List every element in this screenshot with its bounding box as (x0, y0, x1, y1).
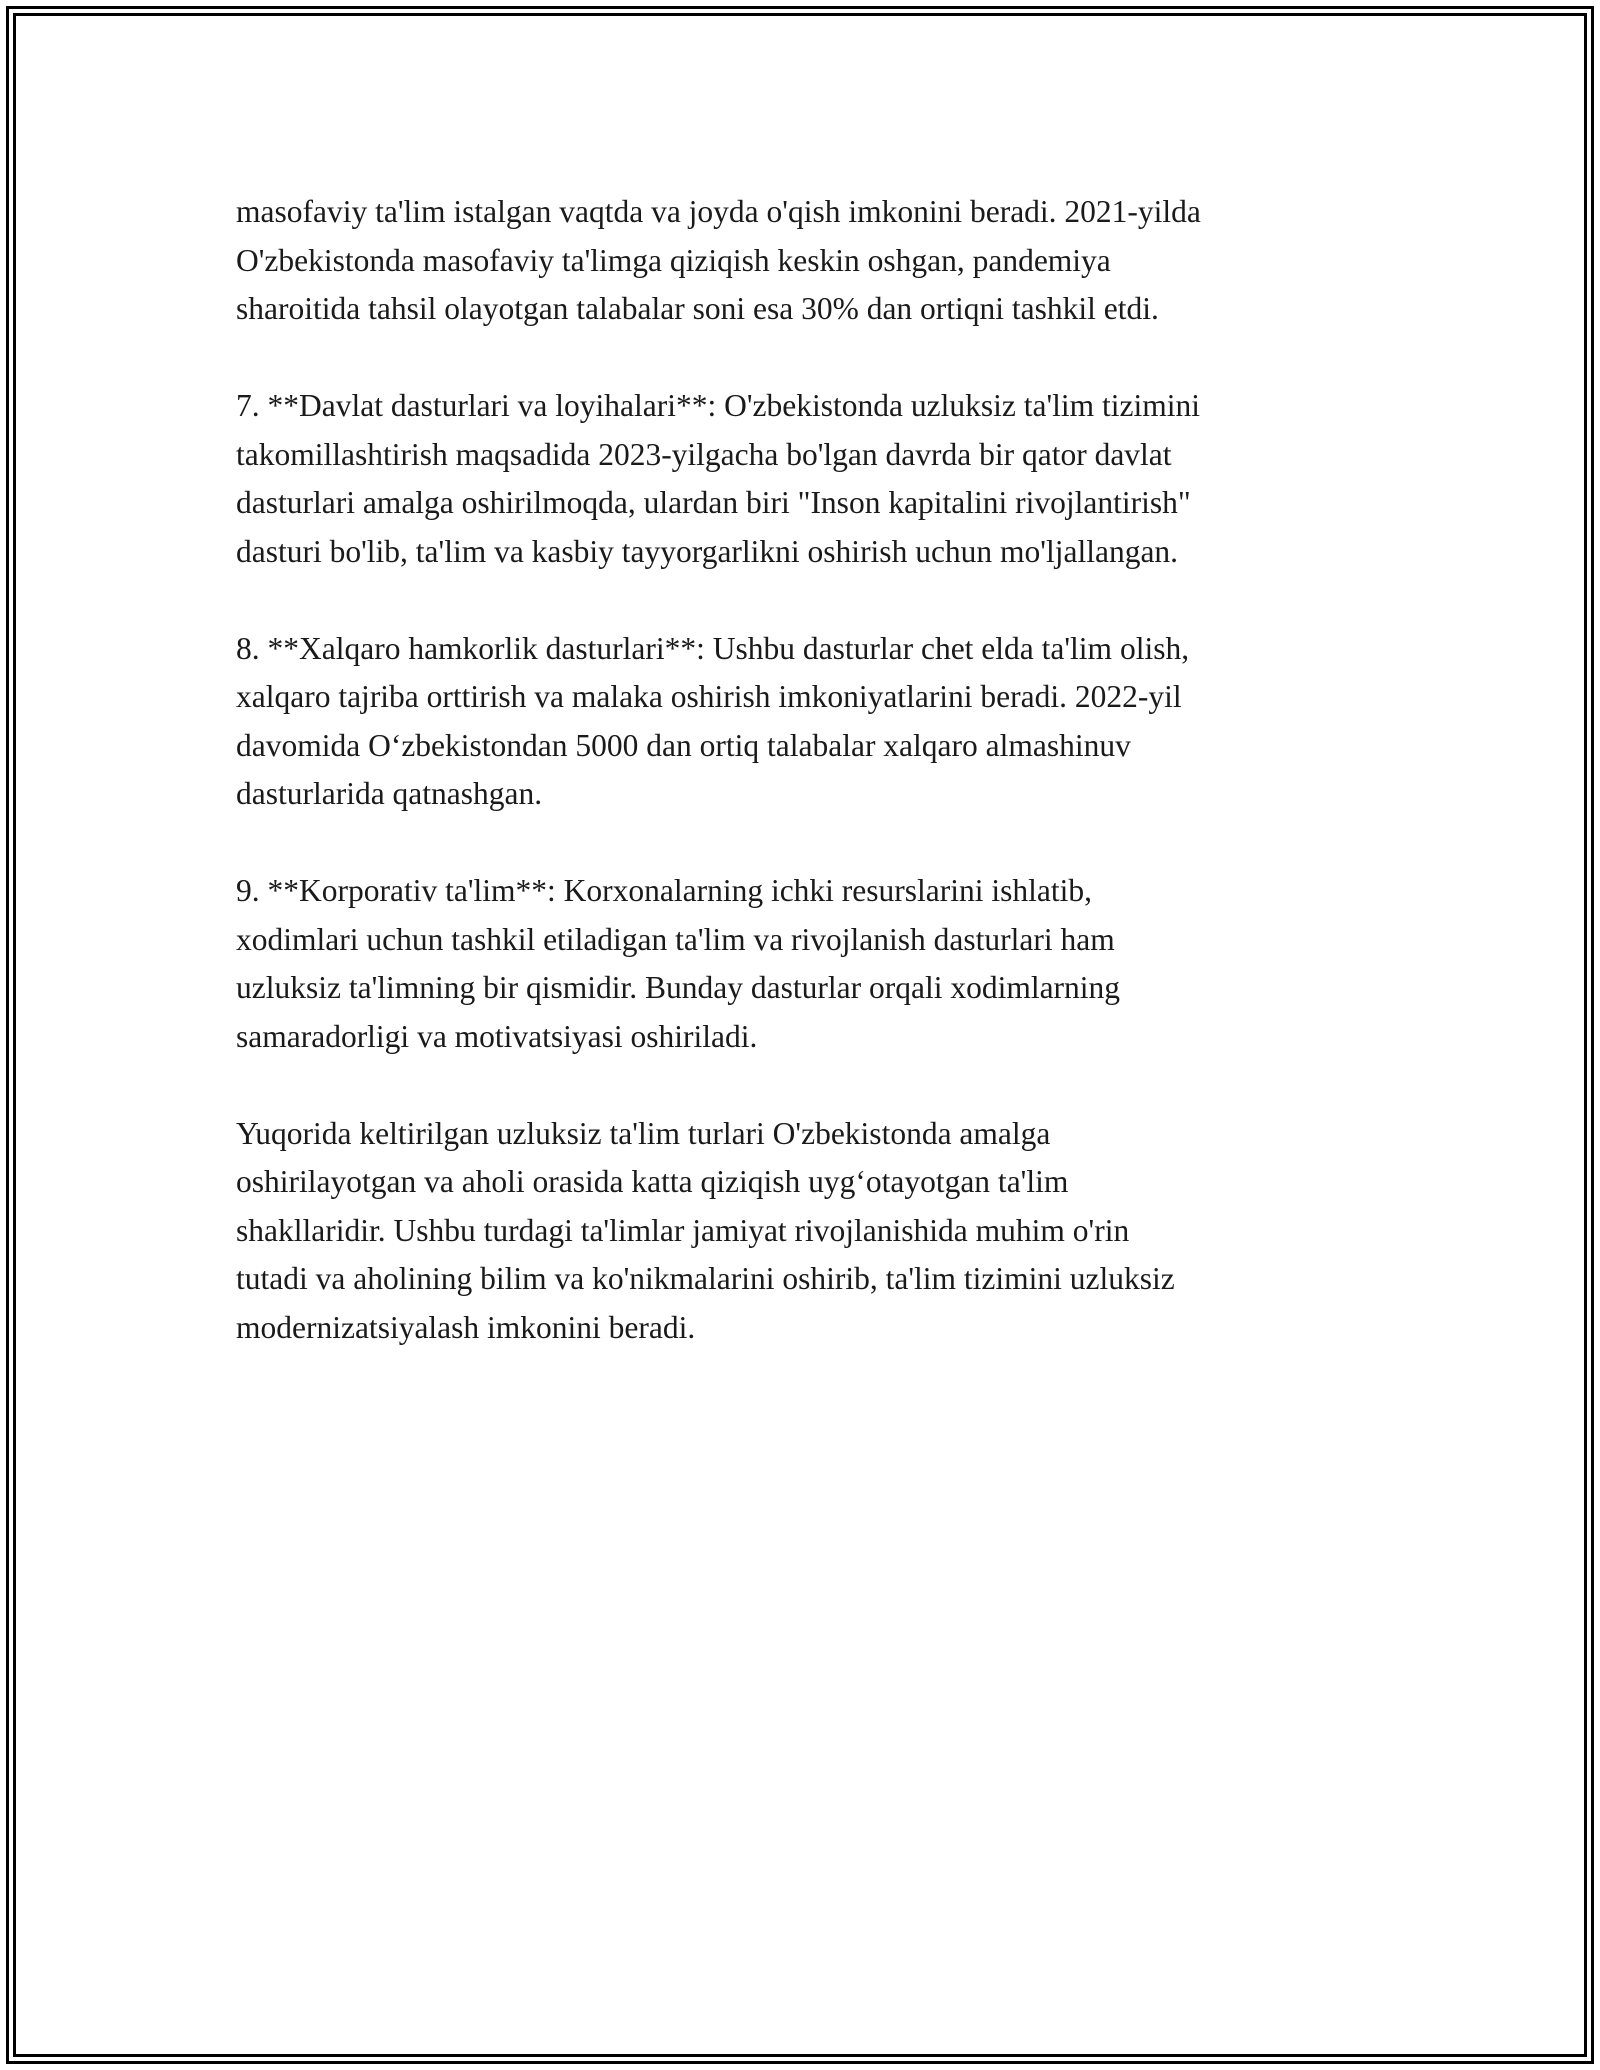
text-line: 7. **Davlat dasturlari va loyihalari**: O'zbekistonda uzluksiz ta'lim tizimini (236, 388, 1200, 423)
paragraph-conclusion (236, 1110, 1386, 1353)
text-line: xalqaro tajriba orttirish va malaka oshirish imkoniyatlarini beradi. 2022-yil (236, 679, 1182, 714)
text-line: oshirilayotgan va aholi orasida katta qiziqish uyg‘otayotgan ta'lim (236, 1164, 1069, 1199)
text-line: davomida O‘zbekistondan 5000 dan ortiq talabalar xalqaro almashinuv (236, 727, 1131, 763)
text-line: dasturlari amalga oshirilmoqda, ulardan biri "Inson kapitalini rivojlantirish" (236, 485, 1191, 520)
text-line: sharoitida tahsil olayotgan talabalar soni esa 30% dan ortiqni tashkil etdi. (236, 291, 1159, 326)
paragraph-remote-learning (236, 188, 1386, 334)
text-line: uzluksiz ta'limning bir qismidir. Bunday dasturlar orqali xodimlarning (236, 970, 1121, 1005)
text-line: shakllaridir. Ushbu turdagi ta'limlar jamiyat rivojlanishida muhim o'rin (236, 1212, 1130, 1248)
text-line: masofaviy ta'lim istalgan vaqtda va joyda o'qish imkonini beradi. 2021-yilda (236, 194, 1201, 229)
text-line: dasturlarida qatnashgan. (236, 776, 543, 811)
text-line: modernizatsiyalash imkonini beradi. (236, 1309, 696, 1345)
document-body (236, 188, 1386, 1401)
text-line: O'zbekistonda masofaviy ta'limga qiziqish keskin oshgan, pandemiya (236, 242, 1111, 278)
text-line: takomillashtirish maqsadida 2023-yilgacha bo'lgan davrda bir qator davlat (236, 436, 1172, 472)
text-line: xodimlari uchun tashkil etiladigan ta'lim va rivojlanish dasturlari ham (236, 921, 1115, 957)
text-line: tutadi va aholining bilim va ko'nikmalarini oshirib, ta'lim tizimini uzluksiz (236, 1261, 1175, 1296)
text-line: Yuqorida keltirilgan uzluksiz ta'lim turlari O'zbekistonda amalga (236, 1115, 1051, 1151)
text-line: 9. **Korporativ ta'lim**: Korxonalarning ichki resurslarini ishlatib, (236, 873, 1093, 908)
text-line: dasturi bo'lib, ta'lim va kasbiy tayyorgarlikni oshirish uchun mo'ljallangan. (236, 533, 1179, 569)
text-line: samaradorligi va motivatsiyasi oshiriladi. (236, 1018, 758, 1054)
paragraph-item-7 (236, 382, 1386, 576)
paragraph-item-8 (236, 625, 1386, 819)
paragraph-item-9 (236, 867, 1386, 1061)
text-line: 8. **Xalqaro hamkorlik dasturlari**: Ushbu dasturlar chet elda ta'lim olish, (236, 630, 1190, 666)
